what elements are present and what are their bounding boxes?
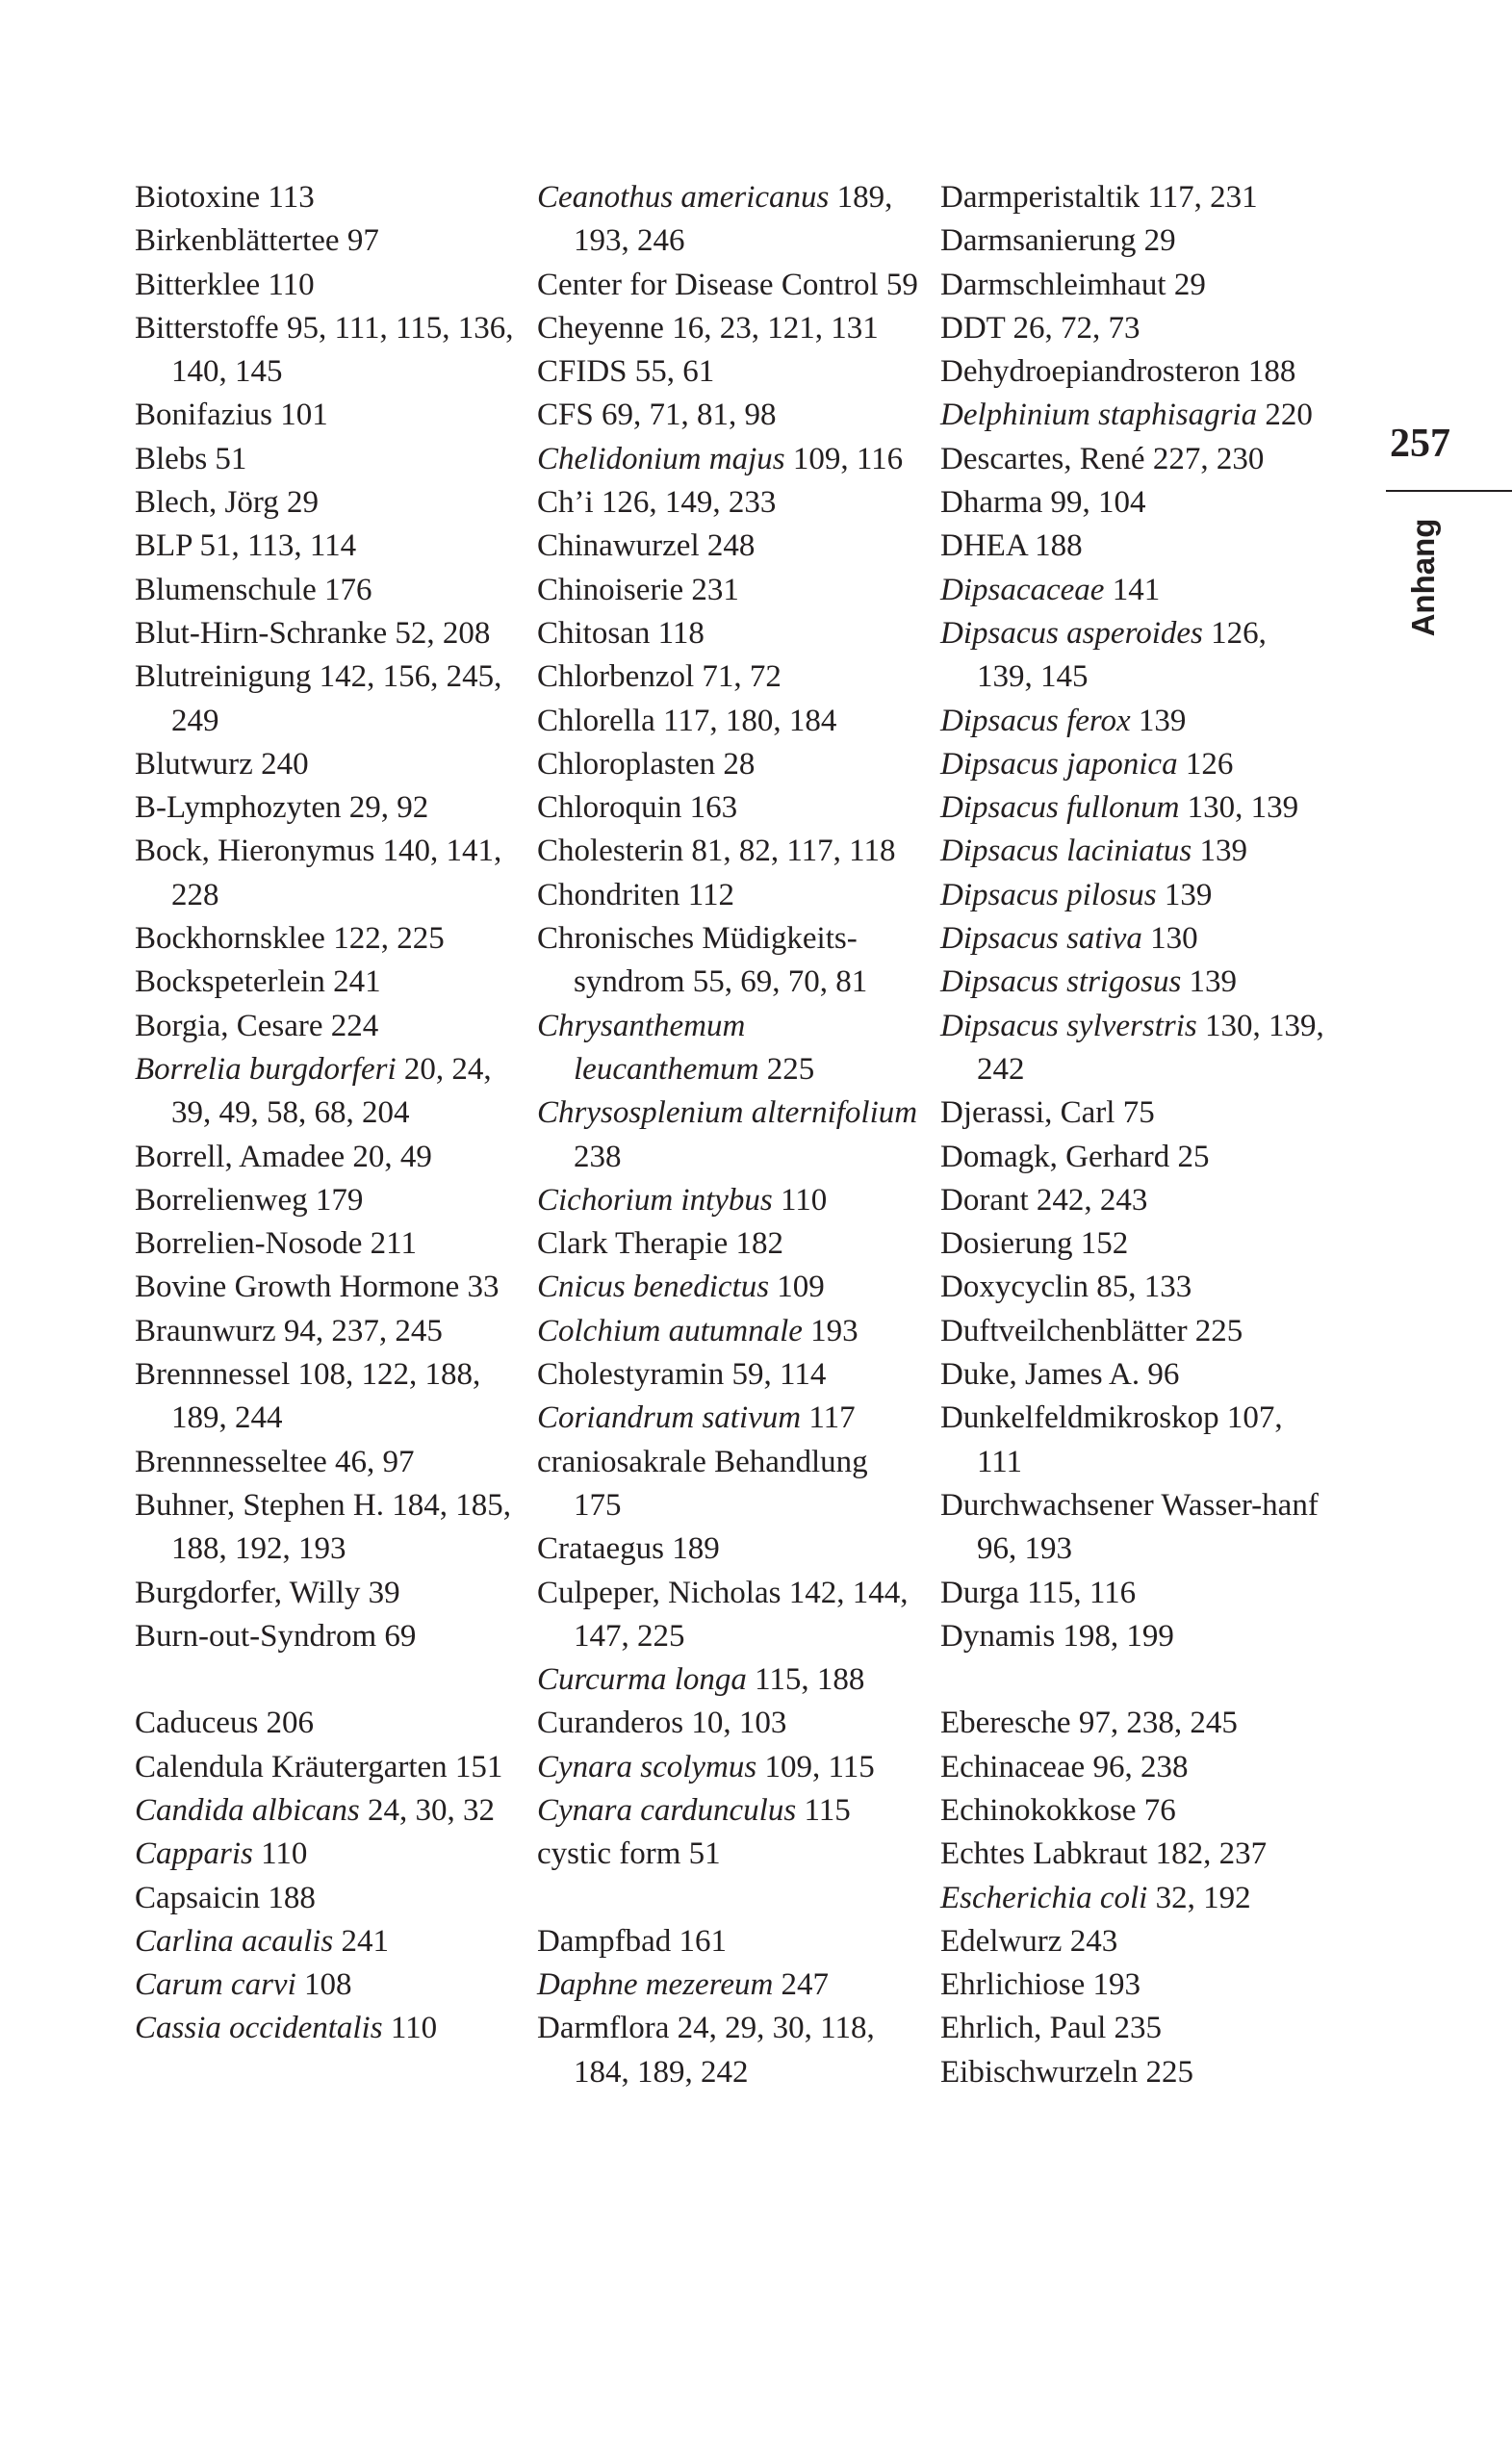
index-entry [537, 1702, 922, 1745]
index-entry-text: Dorant 242, 243 [940, 1182, 1148, 1218]
index-entry [537, 1920, 922, 1964]
index-entry [537, 1222, 922, 1266]
index-entry [135, 1484, 520, 1572]
index-entry-text: Domagk, Gerhard 25 [940, 1139, 1210, 1174]
index-entry-text: Ehrlichiose 193 [940, 1967, 1141, 2003]
index-entry [135, 1310, 520, 1353]
index-entry-text: Darmsanierung 29 [940, 223, 1176, 259]
index-entry-term-italic: Colchium autumnale [537, 1313, 803, 1348]
index-entry-text: Culpeper, Nicholas 142, 144, 147, 225 [537, 1575, 909, 1654]
index-entry-text: craniosakrale Behandlung 175 [537, 1444, 868, 1523]
index-entry-text: 109, 115 [756, 1749, 875, 1784]
index-entry-text: Chronisches Müdigkeits-syndrom 55, 69, 70, 81 [537, 921, 868, 1000]
page-number: 257 [1390, 422, 1450, 466]
index-entry-text: Clark Therapie 182 [537, 1226, 783, 1262]
index-entry [537, 438, 922, 481]
section-label-text: Anhang [1405, 518, 1441, 637]
index-entry-term-italic: Delphinium staphisagria [940, 398, 1258, 433]
index-entry-text: 110 [772, 1182, 828, 1218]
index-entry-text: Burgdorfer, Willy 39 [135, 1575, 400, 1610]
index-entry-text: DDT 26, 72, 73 [940, 310, 1140, 346]
index-entry-text: 117 [801, 1400, 856, 1436]
index-entry [135, 1266, 520, 1309]
index-entry [135, 307, 520, 395]
index-entry-text: Blech, Jörg 29 [135, 485, 319, 521]
index-entry [537, 394, 922, 437]
index-entry-text: Bovine Growth Hormone 33 [135, 1270, 500, 1305]
index-entry-term-italic: Dipsacus asperoides [940, 615, 1203, 651]
index-entry-text: BLP 51, 113, 114 [135, 528, 357, 564]
index-entry-text: Chinoiserie 231 [537, 572, 739, 607]
index-entry-text: Doxycyclin 85, 133 [940, 1270, 1192, 1305]
index-column-2 [537, 176, 922, 2094]
index-entry-text: Cheyenne 16, 23, 121, 131 [537, 310, 879, 346]
index-entry [940, 700, 1325, 743]
index-entry [135, 176, 520, 219]
index-entry-term-italic: Capparis [135, 1836, 253, 1872]
index-entry [135, 394, 520, 437]
index-entry [940, 830, 1325, 873]
index-entry [135, 743, 520, 786]
index-entry-text: Chinawurzel 248 [537, 528, 756, 564]
index-entry [135, 1005, 520, 1048]
index-entry-text: Biotoxine 113 [135, 180, 315, 215]
index-entry-text: 238 [574, 1139, 622, 1174]
index-entry [537, 786, 922, 830]
index-entry [537, 176, 922, 264]
index-entry [940, 1353, 1325, 1397]
index-entry-text: Borrell, Amadee 20, 49 [135, 1139, 432, 1174]
index-entry-term-italic: Cynara scolymus [537, 1749, 757, 1784]
index-entry-text: Caduceus 206 [135, 1706, 315, 1741]
index-entry-term-italic: Borrelia burgdorferi [135, 1051, 397, 1087]
index-entry [135, 830, 520, 917]
index-entry [940, 525, 1325, 568]
index-entry [135, 219, 520, 263]
index-entry [940, 612, 1325, 700]
index-entry [940, 1091, 1325, 1135]
index-entry [940, 1136, 1325, 1179]
index-entry-text: CFIDS 55, 61 [537, 354, 715, 390]
index-entry-text: Borrelienweg 179 [135, 1182, 364, 1218]
index-entry [940, 1397, 1325, 1484]
index-entry [537, 1789, 922, 1833]
index-entry-text: Chloroplasten 28 [537, 746, 756, 782]
index-entry-text: Cholestyramin 59, 114 [537, 1357, 827, 1393]
index-entry-text: Bockspeterlein 241 [135, 964, 381, 1000]
index-entry [135, 612, 520, 655]
index-entry-text: Chitosan 118 [537, 615, 705, 651]
index-entry [940, 1310, 1325, 1353]
index-entry-text: 247 [773, 1967, 830, 2003]
index-entry-text: cystic form 51 [537, 1836, 721, 1872]
index-entry-term-italic: Coriandrum sativum [537, 1400, 802, 1436]
index-entry [940, 1222, 1325, 1266]
index-entry-text: 110 [382, 2011, 438, 2046]
index-entry-term-italic: Dipsacus fullonum [940, 790, 1180, 826]
index-entry-text: 241 [333, 1923, 390, 1959]
index-entry [135, 1789, 520, 1833]
index-entry [537, 569, 922, 612]
index-entry-text: 108 [295, 1967, 352, 2003]
index-entry-term-italic: Dipsacus strigosus [940, 964, 1182, 1000]
index-entry-text: 32, 192 [1147, 1880, 1251, 1915]
index-entry [135, 264, 520, 307]
index-entry-text: Borgia, Cesare 224 [135, 1008, 379, 1043]
index-entry [537, 1658, 922, 1702]
index-entry-text: Edelwurz 243 [940, 1923, 1118, 1959]
index-entry-text: 225 [758, 1051, 815, 1087]
index-entry [537, 612, 922, 655]
index-entry [940, 176, 1325, 219]
index-entry [940, 1964, 1325, 2007]
index-entry [135, 438, 520, 481]
index-entry-text: Center for Disease Control 59 [537, 267, 918, 302]
index-entry [940, 1005, 1325, 1092]
index-entry-term-italic: Dipsacus japonica [940, 746, 1178, 782]
index-entry-text: Capsaicin 188 [135, 1880, 316, 1915]
index-entry [135, 1964, 520, 2007]
index-entry-text: Dosierung 152 [940, 1226, 1129, 1262]
index-entry [940, 438, 1325, 481]
index-entry-text: Dynamis 198, 199 [940, 1618, 1174, 1654]
index-entry [135, 1877, 520, 1920]
index-entry [940, 1615, 1325, 1658]
index-entry [537, 1091, 922, 1179]
index-entry [135, 569, 520, 612]
index-entry-text: Crataegus 189 [537, 1531, 720, 1567]
index-entry [940, 2007, 1325, 2050]
index-entry-text: Dharma 99, 104 [940, 485, 1146, 521]
index-entry [537, 743, 922, 786]
index-entry-term-italic: Escherichia coli [940, 1880, 1148, 1915]
index-entry-text: 109 [769, 1270, 825, 1305]
index-entry [940, 786, 1325, 830]
index-entry-text: 139 [1156, 877, 1213, 912]
index-entry [537, 700, 922, 743]
index-entry [537, 307, 922, 350]
index-entry-text: Bonifazius 101 [135, 398, 328, 433]
index-entry-text: Blebs 51 [135, 441, 247, 476]
index-entry-text: 110 [252, 1836, 308, 1872]
index-entry [135, 1136, 520, 1179]
index-entry [940, 307, 1325, 350]
index-entry [537, 1441, 922, 1528]
index-entry [135, 1048, 520, 1136]
index-entry [940, 350, 1325, 394]
index-entry-text: Dehydroepiandrosteron 188 [940, 354, 1296, 390]
index-entry-text: Curanderos 10, 103 [537, 1706, 787, 1741]
index-entry-text: Eberesche 97, 238, 245 [940, 1706, 1238, 1741]
index-entry-text: Blut-Hirn-Schranke 52, 208 [135, 615, 491, 651]
index-entry-text: Blutreinigung 142, 156, 245, 249 [135, 659, 502, 738]
index-entry [537, 1310, 922, 1353]
index-entry-text: Calendula Kräutergarten 151 [135, 1749, 503, 1784]
letter-group-gap [537, 1877, 922, 1920]
index-entry-term-italic: Chrysanthemum leucanthemum [537, 1008, 759, 1087]
section-label [1399, 510, 1449, 645]
index-entry-text: Durga 115, 116 [940, 1575, 1137, 1610]
index-entry [940, 1833, 1325, 1876]
index-entry-text: Darmperistaltik 117, 231 [940, 180, 1258, 215]
index-entry-text: Bock, Hieronymus 140, 141, 228 [135, 834, 502, 912]
index-entry [940, 219, 1325, 263]
index-entry-term-italic: Dipsacus ferox [940, 703, 1131, 738]
index-entry-text: Blutwurz 240 [135, 746, 309, 782]
index-entry [135, 1615, 520, 1658]
index-entry-text: 130, 139, 242 [977, 1008, 1324, 1087]
index-entry [940, 264, 1325, 307]
index-entry-text: 130, 139 [1179, 790, 1299, 826]
index-entry [940, 917, 1325, 961]
index-entry-text: Darmschleimhaut 29 [940, 267, 1206, 302]
index-entry-text: Dampfbad 161 [537, 1923, 728, 1959]
index-entry [537, 1527, 922, 1571]
index-entry [940, 1702, 1325, 1745]
index-entry-text: 115 [796, 1792, 851, 1828]
index-entry [537, 1179, 922, 1222]
index-entry-text: 126 [1177, 746, 1234, 782]
index-entry [940, 743, 1325, 786]
letter-group-gap [940, 1658, 1325, 1702]
index-entry-text: Buhner, Stephen H. 184, 185, 188, 192, 193 [135, 1487, 511, 1567]
index-entry [537, 1746, 922, 1789]
index-entry-text: Echinokokkose 76 [940, 1792, 1176, 1828]
index-entry [537, 1964, 922, 2007]
index-entry [940, 2051, 1325, 2094]
index-entry-text: B-Lymphozyten 29, 92 [135, 790, 429, 826]
index-entry [537, 830, 922, 873]
index-column-3 [940, 176, 1325, 2094]
index-entry-text: 126, 139, 145 [977, 615, 1267, 695]
index-entry-text: Brennnesseltee 46, 97 [135, 1444, 415, 1479]
index-entry-text: 139 [1181, 964, 1238, 1000]
index-entry [135, 1920, 520, 1964]
index-entry-text: Chloroquin 163 [537, 790, 738, 826]
index-entry-text: CFS 69, 71, 81, 98 [537, 398, 777, 433]
index-entry-text: Chlorbenzol 71, 72 [537, 659, 782, 695]
index-entry-text: Bitterstoffe 95, 111, 115, 136, 140, 145 [135, 310, 514, 390]
index-entry-text: 141 [1104, 572, 1161, 607]
index-entry [940, 1179, 1325, 1222]
index-entry [537, 1005, 922, 1092]
index-entry-text: 139 [1130, 703, 1187, 738]
index-entry [940, 1266, 1325, 1309]
index-entry-text: Borrelien-Nosode 211 [135, 1226, 417, 1262]
index-entry [537, 655, 922, 699]
index-entry-term-italic: Dipsacus laciniatus [940, 834, 1192, 869]
index-entry [940, 1920, 1325, 1964]
index-entry-text: Chlorella 117, 180, 184 [537, 703, 837, 738]
index-entry-term-italic: Cichorium intybus [537, 1182, 773, 1218]
index-entry [940, 1746, 1325, 1789]
index-entry-term-italic: Chrysosplenium alternifolium [537, 1095, 918, 1131]
index-entry-text: 130 [1141, 921, 1198, 957]
index-entry-text: Chondriten 112 [537, 877, 735, 912]
index-entry-term-italic: Cassia occidentalis [135, 2011, 383, 2046]
index-entry-text: Blumenschule 176 [135, 572, 372, 607]
index-entry-term-italic: Carum carvi [135, 1967, 296, 2003]
index-entry [940, 569, 1325, 612]
index-entry-term-italic: Carlina acaulis [135, 1923, 334, 1959]
index-entry-text: 189, 193, 246 [574, 180, 893, 259]
index-entry-text: Duke, James A. 96 [940, 1357, 1180, 1393]
index-entry-text: Cholesterin 81, 82, 117, 118 [537, 834, 896, 869]
index-entry-text: Duftveilchenblätter 225 [940, 1313, 1243, 1348]
index-entry-term-italic: Chelidonium majus [537, 441, 785, 476]
index-entry [537, 1833, 922, 1876]
index-entry [537, 481, 922, 525]
index-entry-text: Dunkelfeldmikroskop 107, 111 [940, 1400, 1283, 1479]
index-entry [537, 1397, 922, 1440]
index-entry-text: Birkenblättertee 97 [135, 223, 379, 259]
index-entry-text: Ehrlich, Paul 235 [940, 2011, 1163, 2046]
index-entry [135, 1746, 520, 1789]
index-entry-text: Brennnessel 108, 122, 188, 189, 244 [135, 1357, 481, 1436]
index-entry [537, 1266, 922, 1309]
index-entry [135, 525, 520, 568]
index-entry-term-italic: Cynara cardunculus [537, 1792, 797, 1828]
index-entry [135, 1702, 520, 1745]
index-entry [135, 1179, 520, 1222]
index-entry-text: Darmflora 24, 29, 30, 118, 184, 189, 242 [537, 2011, 875, 2090]
index-entry-term-italic: Cnicus benedictus [537, 1270, 770, 1305]
index-entry-text: 115, 188 [746, 1662, 865, 1698]
index-entry-text: 109, 116 [784, 441, 904, 476]
index-entry-term-italic: Ceanothus americanus [537, 180, 830, 215]
index-entry [940, 394, 1325, 437]
index-entry [135, 1353, 520, 1441]
index-entry-term-italic: Dipsacus sylverstris [940, 1008, 1197, 1043]
index-entry [135, 1572, 520, 1615]
index-entry-text: Burn-out-Syndrom 69 [135, 1618, 417, 1654]
index-entry [537, 1353, 922, 1397]
index-entry [940, 874, 1325, 917]
index-entry [940, 1572, 1325, 1615]
index-entry [135, 1441, 520, 1484]
index-entry [537, 2007, 922, 2094]
index-entry-text: Bitterklee 110 [135, 267, 315, 302]
index-entry-text: Eibischwurzeln 225 [940, 2054, 1194, 2090]
index-entry [940, 1789, 1325, 1833]
index-entry-text: Durchwachsener Wasser-hanf 96, 193 [940, 1487, 1319, 1567]
index-entry-text: 20, 24, 39, 49, 58, 68, 204 [171, 1051, 492, 1131]
index-entry [537, 350, 922, 394]
index-entry-text: 220 [1257, 398, 1313, 433]
index-entry-text: Descartes, René 227, 230 [940, 441, 1265, 476]
index-entry [135, 786, 520, 830]
letter-group-gap [135, 1658, 520, 1702]
index-entry [135, 1222, 520, 1266]
index-entry [135, 1833, 520, 1876]
index-entry-text: 193 [802, 1313, 859, 1348]
index-entry-text: Djerassi, Carl 75 [940, 1095, 1155, 1131]
index-entry-term-italic: Curcurma longa [537, 1662, 747, 1698]
index-entry [135, 655, 520, 743]
index-entry-term-italic: Candida albicans [135, 1792, 360, 1828]
index-entry-term-italic: Daphne mezereum [537, 1967, 774, 2003]
index-entry-text: 139 [1192, 834, 1247, 869]
index-entry [537, 1572, 922, 1659]
index-entry-text: Ch’i 126, 149, 233 [537, 485, 777, 521]
index-entry-text: Braunwurz 94, 237, 245 [135, 1313, 443, 1348]
index-entry-term-italic: Dipsacus sativa [940, 921, 1142, 957]
index-entry-term-italic: Dipsacaceae [940, 572, 1105, 607]
index-entry-text: DHEA 188 [940, 528, 1083, 564]
index-entry [940, 1877, 1325, 1920]
index-entry [537, 917, 922, 1005]
page-number-rule [1386, 490, 1512, 492]
index-column-1 [135, 176, 520, 2051]
index-entry [940, 961, 1325, 1004]
index-entry [940, 1484, 1325, 1572]
index-entry [537, 874, 922, 917]
index-entry [537, 264, 922, 307]
index-entry [135, 2007, 520, 2050]
index-entry [135, 917, 520, 961]
index-entry [537, 525, 922, 568]
index-entry-term-italic: Dipsacus pilosus [940, 877, 1157, 912]
index-entry [135, 481, 520, 525]
index-entry-text: Echinaceae 96, 238 [940, 1749, 1189, 1784]
index-entry [940, 481, 1325, 525]
index-entry-text: 24, 30, 32 [359, 1792, 496, 1828]
index-entry [135, 961, 520, 1004]
index-entry-text: Echtes Labkraut 182, 237 [940, 1836, 1268, 1872]
index-entry-text: Bockhornsklee 122, 225 [135, 921, 445, 957]
